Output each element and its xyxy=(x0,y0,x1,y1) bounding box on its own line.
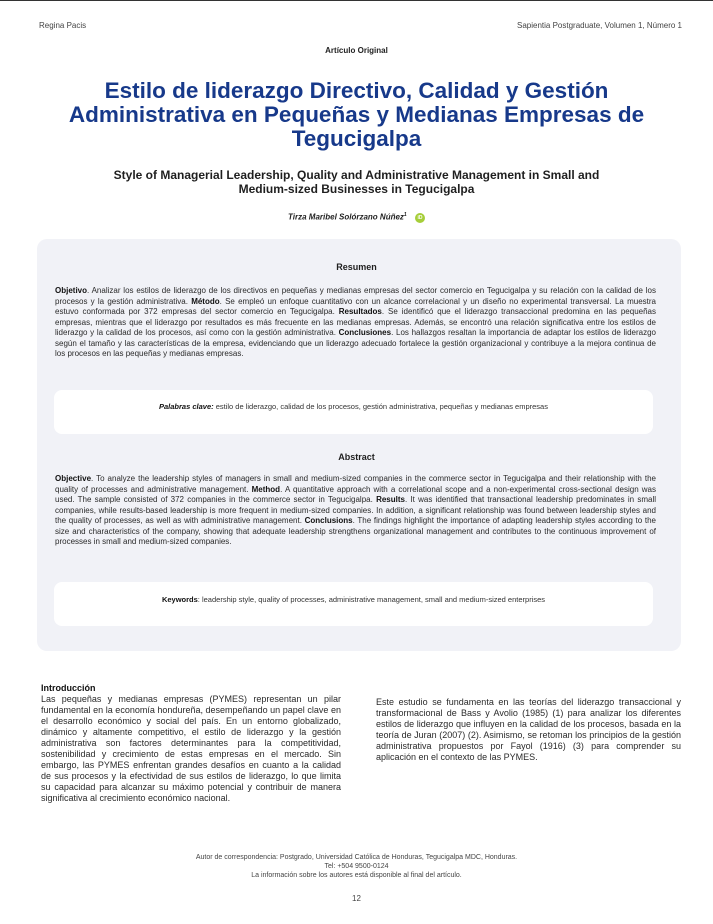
keywords-box xyxy=(54,582,653,626)
intro-left-column xyxy=(41,683,341,804)
method-label: Method xyxy=(251,484,281,494)
intro-paragraph-1: Las pequeñas y medianas empresas (PYMES) representan un pilar fundamental en la economía hondureña, desempeñando un papel clave en el desarrollo económico y social del país. En un entorno globalizado, dinámico y altamente competitivo, el estilo de liderazgo y la gestión administrativa son factores determinantes para la competitividad, sostenibilidad y crecimiento de estas empresas en el mercado. Sin embargo, las PYMES enfrentan grandes desafíos en cuanto a la calidad de sus procesos y la efectividad de sus estilos de liderazgo, lo que limita su capacidad para alcanzar su máximo potencial y contribuir de manera significativa al crecimiento económico nacional. xyxy=(41,694,341,803)
title-english: Style of Managerial Leadership, Quality and Administrative Management in Small and Medium-sized Businesses in Tegucigalpa xyxy=(113,168,600,196)
resumen-text xyxy=(55,286,656,360)
intro-paragraph-2: Este estudio se fundamenta en las teorías del liderazgo transaccional y transformacional de Bass y Avolio (1985) (1) para analizar los diferentes estilos de liderazgo que influyen en la calidad de los procesos, basada en la teoría de Juran (2007) (2). Asimismo, se retoman los principios de la gestión administrativa propuestos por Fayol (1916) (3) para comprender su aplicación en el contexto de las PYMES. xyxy=(376,697,681,762)
conclusiones-label: Conclusiones xyxy=(338,328,392,337)
conclusions-text: . The findings highlight the importance of adapting leadership styles according to the size and characteristics of the company, showing that adequate leadership strengthens organizational management and contributes to the continuous improvement of processes in small and medium-sized companies. xyxy=(55,516,656,546)
article-type: Artículo Original xyxy=(325,46,388,55)
palabras-clave-box xyxy=(54,390,653,434)
metodo-label: Método xyxy=(191,296,220,306)
abstract-text xyxy=(55,474,656,548)
keywords-label: Keywords xyxy=(161,595,198,604)
intro-right-column xyxy=(376,697,681,763)
resultados-text: . Se identificó que el liderazgo transaccional predomina en las pequeñas empresas, mientras que el liderazgo por resultados es más frecuente en las medianas empresas. Además, se encontró una relación significativa entre los estilos de liderazgo y la calidad de los procesos, así como con la gestión administrativa. xyxy=(55,307,656,337)
author-affiliation-mark: 1 xyxy=(403,212,407,218)
footer-author-info: La información sobre los autores está disponible al final del artículo. xyxy=(251,872,462,879)
conclusiones-text: . Los hallazgos resaltan la importancia de adaptar los estilos de liderazgo según el tamaño y las características de la empresa, evidenciando que un liderazgo adecuado fortalece la gestión organizacional y contribuye a la mejora continua de los procesos en las pequeñas y medianas empresas. xyxy=(55,328,656,358)
journal-publisher: Regina Pacis xyxy=(39,21,87,30)
palabras-clave-text: estilo de liderazgo, calidad de los procesos, gestión administrativa, pequeñas y medianas empresas xyxy=(213,402,548,411)
resumen-heading: Resumen xyxy=(336,262,377,272)
journal-issue: Sapientia Postgraduate, Volumen 1, Número 1 xyxy=(517,21,682,30)
footer-correspondence: Autor de correspondencia: Postgrado, Universidad Católica de Honduras, Tegucigalpa MDC, Honduras. xyxy=(195,854,518,861)
page-number: 12 xyxy=(352,894,361,903)
results-text: . It was identified that transactional leadership predominates in small companies, while results-based leadership is more frequent in medium-sized companies. In addition, a significant relationship was found between leadership styles and the quality of processes, as well as with administrative management. xyxy=(55,495,657,525)
author-name: Tirza Maribel Solórzano Núñez xyxy=(288,212,404,222)
intro-heading: Introducción xyxy=(41,683,96,693)
metodo-text: . Se empleó un enfoque cuantitativo con un alcance correlacional y un diseño no experimental transversal. La muestra estuvo conformada por 372 empresas del sector comercio en Tegucigalpa. xyxy=(55,296,657,316)
objective-label: Objective xyxy=(55,474,92,483)
method-text: . A quantitative approach with a correlational scope and a non-experimental cross-sectional design was used. The sample consisted of 372 companies in the commerce sector in Tegucigalpa. xyxy=(55,484,656,504)
objetivo-text: . Analizar los estilos de liderazgo de los directivos en pequeñas y medianas empresas del sector comercio en Tegucigalpa y su relación con la calidad de los procesos y la gestión administrativa. xyxy=(55,286,656,306)
objetivo-label: Objetivo xyxy=(55,286,88,295)
orcid-icon[interactable]: iD xyxy=(415,213,425,223)
objective-text: . To analyze the leadership styles of managers in small and medium-sized companies in the commerce sector in Tegucigalpa and their relationship with the quality of processes and administrative management. xyxy=(55,474,656,494)
conclusions-label: Conclusions xyxy=(304,516,353,525)
resultados-label: Resultados xyxy=(338,307,382,316)
abstract-heading: Abstract xyxy=(338,452,375,462)
results-label: Results xyxy=(376,495,405,504)
author-line xyxy=(0,212,713,223)
keywords-text: : leadership style, quality of processes, administrative management, small and medium-sized enterprises xyxy=(197,595,546,604)
title-spanish: Estilo de liderazgo Directivo, Calidad y Gestión Administrativa en Pequeñas y Medianas Empresas de Tegucigalpa xyxy=(68,78,645,151)
top-rule xyxy=(0,0,713,1)
footer-phone: Tel: +504 9500-0124 xyxy=(324,863,389,870)
palabras-clave-label: Palabras clave: xyxy=(159,402,214,411)
